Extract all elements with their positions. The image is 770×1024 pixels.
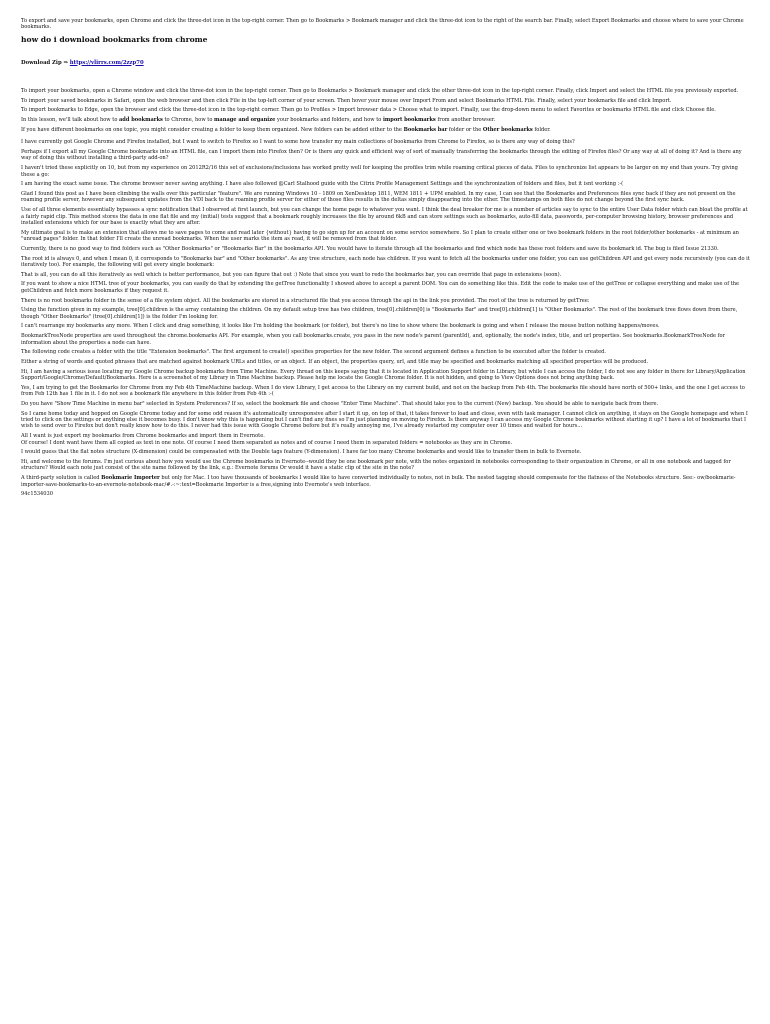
body-paragraph: The following code creates a folder with the title "Extension bookmarks". The first argument to create() specifies properties for the new folder. The second argument defines a function to be executed after the folder is created. — [21, 349, 607, 356]
intro-paragraph: To export and save your bookmarks, open Chrome and click the three-dot icon in the top-right corner. Then go to Bookmarks > Bookmark manager and click the three-dot icon to the right of the search bar. Finally, select Export Bookmarks and choose where to save your Chrome bookmarks. — [21, 18, 744, 31]
body-paragraph: Yes, I am trying to get the Bookmarks for Chrome from my Feb 4th TimeMachine backup. When I do view Library, I get access to the Library on my current build, and not on the backup from Feb 4th. The bookmarks file should have north of 500+ links, and the one I get access to from Feb 12th has 1 file in it. I do not see a bookmark file anywhere in this folder from Feb 4th :-( — [21, 384, 745, 398]
import-safari-paragraph: To import your saved bookmarks in Safari, open the web browser and then click File in the top-left corner of your screen. Then hover your mouse over Import From and select Bookmarks HTML File. Finally, select your bookmarks file and click Import. — [21, 97, 672, 104]
body-paragraph: I can't rearrange my bookmarks any more. When I click and drag something, it looks like I'm holding the bookmark (or folder), but there's no line to show where the bookmark is going and when I release the mouse button nothing happens/moves. — [21, 323, 660, 330]
body-paragraph: My ultimate goal is to make an extension that allows me to save pages to come and read later {without} having to go sign up for an account on some service somewhere. So I plan to create either one or two bookmark folders in the root folder/other bookmarks - at minimum an "unread pages" folder. In that folder I'll create the unread bookmarks. When the user marks the item as read, it will be removed from that folder. — [21, 229, 739, 242]
import-edge-paragraph: To import bookmarks to Edge, open the browser and click the three-dot icon in the top-right corner. Then go to Profiles > Import browser data > Choose what to import. Finally, use the drop-down menu to select Favorites or bookmarks HTML file and click Choose file. — [21, 107, 716, 114]
download-label: Download Zip ⇒ — [21, 59, 68, 66]
lesson-paragraph: In this lesson, we'll talk about how to add bookmarks to Chrome, how to manage and organize your bookmarks and folders, and how to import bookmarks from another browser. — [21, 117, 496, 124]
body-paragraph: All I want is just export my bookmarks from Chrome bookmarks and import them in Evernote. — [21, 433, 265, 440]
body-paragraph: If you want to show a nice HTML tree of your bookmarks, you can easily do that by extending the getTree functionality I showed above to accept a parent DOM. You can do something like this. Edit the code to make use of the getTree or collapse everything and make use of the getChildren and fetch more bookmarks if they request it. — [21, 281, 740, 294]
download-line — [21, 60, 750, 66]
body-paragraph: The root id is always 0, and when I mean 0, it corresponds to "Bookmarks bar" and "Other bookmarks". As any tree structure, each node has children. If you want to fetch all the bookmarks under one folder, you can use getChildren API and get every node recursively (you can do it iteratively too). For example, the following will get every single bookmark: — [21, 255, 750, 268]
body-paragraph: I am having the exact same issue. The chrome browser never saving anything. I have also followed @Carl Stalhood guide with the Citrix Profile Management Settings and the synchronization of folders and files, but it isnt working :-( — [21, 181, 624, 188]
body-paragraph: So I came home today and hopped on Google Chrome today and for some odd reason it's automatically unresponsive after I start it up, on top of that, it takes forever to load and close, even with task manager. I cannot click on anything, it stays on the Google homepage and when I tried to click on the settings or anything else it becomes busy. I don't know why this is happening but I can't find any fixes so I'm just planning on moving to Firefox. Is there anyway I can access my Google Chrome bookmarks without starting it up? I have a lot of bookmarks that I wish to send over to Firefox but don't really know how to do this. I never had this issue with Google Chrome before but it's really annoying me, I've already restarted my computer over 10 times and waited for hours... — [21, 410, 748, 430]
body-paragraph: I haven't tried these explicitly on 10, but from my experience on 2012R2/16 this set of exclusions/inclusions has worked pretty well for keeping the profiles trim while roaming critical pieces of data. Files to synchronize list appears to be larger on my end than yours. Try giving these a go: — [21, 165, 738, 178]
page-title: how do i download bookmarks from chrome — [21, 34, 208, 44]
body-paragraph: Do you have "Show Time Machine in menu bar" selected in System Preferences? If so, select the bookmark file and choose "Enter Time Machine". That should take you to the current (New) backup. You should be able to navigate back from there. — [21, 401, 659, 408]
body-paragraph: Glad I found this post as I have been climbing the walls over this particular "feature". We are running Windows 10 - 1809 on XenDesktop 1811, WEM 1811 + UPM enabled. In my case, I can see that the Bookmarks and Preferences files sync back if they are not present on the roaming profile server, however any subsequent updates from the VDI back to the roaming profile server for either of those files results in the deltas simply disappearing into the ether. The timestamps on both files do not change beyond the first sync back. — [21, 191, 736, 204]
body-paragraph: Hi, and welcome to the forums. I'm just curious about how you would use the Chrome bookmarks in Evernote--would they be one bookmark per note, with the notes organized in notebooks corresponding to their organization in Chrome, or all in one notebook and tagged for structure? Would each note just consist of the site name followed by the link, e.g.: Evernote forums Or would it have a static clip of the site in the note? — [21, 459, 731, 472]
body-paragraph: Of course! I dont want have them all copied as text in one note. Of course I need them separated as notes and of course I need them in separated folders = notebooks as they are in Chrome. — [21, 439, 513, 446]
folders-paragraph: If you have different bookmarks on one topic, you might consider creating a folder to keep them organized. New folders can be added either to the Bookmarks bar folder or the Other bookmarks folder. — [21, 127, 551, 134]
body-paragraph: Using the function given in my example, tree[0].children is the array containing the children. On my default setup tree has two children, tree[0].children[0] is "Bookmarks Bar" and tree[0].children[1] is "Other Bookmarks". The rest of the bookmark tree flows down from there, though "Other Bookmarks" (tree[0].children[1]) is the folder I'm looking for. — [21, 307, 738, 320]
body-paragraph: There is no root bookmarks folder in the sense of a file system object. All the bookmarks are stored in a structured file that you access through the api in the link you provided. The root of the tree is returned by getTree: — [21, 297, 590, 304]
footer-code: 94c1534030 — [21, 491, 54, 498]
document-page — [0, 0, 770, 498]
body-paragraph: BookmarkTreeNode properties are used throughout the chrome.bookmarks API. For example, when you call bookmarks.create, you pass in the new node's parent (parentId), and, optionally, the node's index, title, and url properties. See bookmarks.BookmarkTreeNode for information about the properties a node can have. — [21, 333, 726, 346]
body-paragraph: I have currently got Google Chrome and Firefox installed, but I want to switch to Firefox so I want to some how transfer my main collections of bookmarks from Chrome to Firefox, so is there any way of doing this? — [21, 139, 575, 146]
bookmarie-paragraph: A third-party solution is called Bookmarie Importer but only for Mac. I too have thousands of bookmarks I would like to have converted individually to notes, not in bulk. The nested tagging should compensate for the flatness of the Notebooks structure. See:- ow/bookmarie-importer-save-bookmarks-to-an-evernote-notebook-mac/#.-:~:text=Bookmarie Importer is a free,signing into Evernote's web interface. — [21, 475, 736, 488]
body-paragraph: Perhaps if I export all my Google Chrome bookmarks into an HTML file, can I import them into Firefox then? Or is there any quick and efficient way of sort of manually transferring the bookmarks through the editing of Firefox files? Or any way at all of doing it? And is there any way of doing this without installing a third-party add-on? — [21, 149, 742, 162]
body-paragraph: Use of all three elements essentially bypasses a sync notification that I observed at first launch, but you can change the home page to whatever you want. I think the deal breaker for me is a number of articles say to sync to the entire User Data folder which can bloat the profile at a fairly rapid clip. This method stores the data in one flat file and my (initial) tests suggest that a bookmark roughly increases the file by around 6kB and can store settings such as bookmarks, auto-fill data, passwords, per-computer browsing history, browser preferences and installed extensions which for our base is exactly what they are after. — [21, 207, 748, 226]
body-paragraph: That is all, you can do all this iteratively as well which is better performance, but you can figure that out :) Note that since you want to redo the bookmarks bar, you can override that page in extensions (soon). — [21, 271, 562, 278]
body-paragraph: Either a string of words and quoted phrases that are matched against bookmark URLs and titles, or an object. If an object, the properties query, url, and title may be specified and bookmarks matching all specified properties will be produced. — [21, 359, 649, 366]
body-paragraph: Currently, there is no good way to find folders such as "Other Bookmarks" or "Bookmarks Bar" in the bookmarks API. You would have to iterate through all the bookmarks and find which node has these root folders and save its bookmark id. The bug is filed Issue 21330. — [21, 245, 719, 252]
download-link[interactable]: https://vlirrs.com/2zzp70 — [69, 59, 144, 66]
body-paragraph: Hi, I am having a serious issue locating my Google Chrome backup bookmarks from Time Machine. Every thread on this keeps saying that it is located in Application Support folder in Library, but while I can access the folder, I do not see any folder in there for Library/Application Support/Google/Chrome/Default/Bookmarks. Here is a screenshot of my Library in Time Machine backup. Please help me locate the Google Chrome folder. It is not hidden, and going to View Options does not bring anything back. — [21, 368, 746, 382]
body-paragraph: I would guess that the flat notes structure (X-dimension) could be compensated with the Double tags feature (Y-dimension). I have far too many Chrome bookmarks and would like to transfer them in bulk to Evernote. — [21, 449, 582, 456]
import-chrome-paragraph: To import your bookmarks, open a Chrome window and click the three-dot icon in the top-right corner. Then go to Bookmarks > Bookmark manager and click the other three-dot icon in the top-right corner. Finally, click Import and select the HTML file you previously exported. — [21, 87, 739, 94]
